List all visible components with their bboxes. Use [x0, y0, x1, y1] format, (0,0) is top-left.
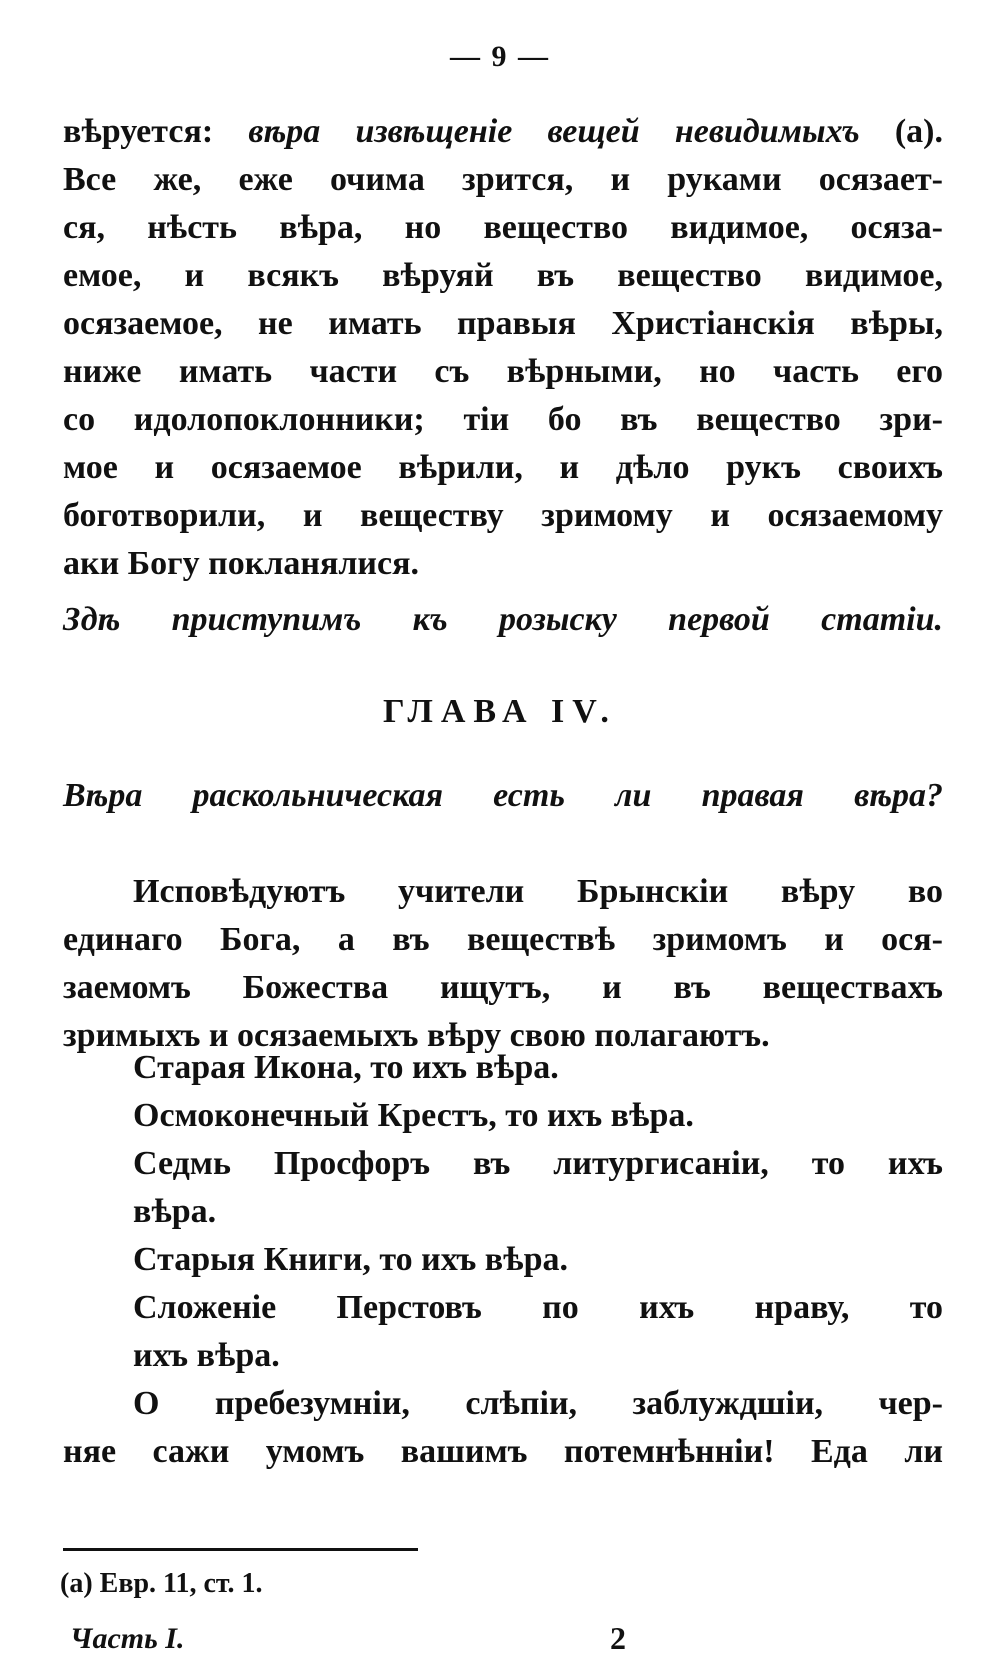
- transition-line: Здѣ приступимъ къ розыску первой статіи.: [63, 601, 943, 638]
- paragraph-3-line: О пребезумніи, слѣпіи, заблуждшіи, чер-: [133, 1385, 943, 1422]
- list-item: Осмоконечный Крестъ, то ихъ вѣра.: [133, 1097, 694, 1134]
- paragraph-1-line: осязаемое, не имать правыя Христіанскія вѣры,: [63, 305, 943, 342]
- list-item-continuation: вѣра.: [133, 1193, 217, 1230]
- paragraph-1-line: ниже имать части съ вѣрными, но часть его: [63, 353, 943, 390]
- paragraph-2-line: Исповѣдуютъ учители Брынскіи вѣру во: [133, 873, 943, 910]
- paragraph-3: [63, 1380, 943, 1476]
- list-item: Старыя Книги, то ихъ вѣра.: [133, 1241, 568, 1278]
- paragraph-1-line-0: [63, 108, 943, 156]
- paragraph-3-line: няе сажи умомъ вашимъ потемнѣнніи! Еда ли: [63, 1433, 943, 1470]
- list-item: Сложеніе Перстовъ по ихъ нраву, то: [133, 1289, 943, 1326]
- chapter-heading: ГЛАВА IV.: [383, 693, 617, 730]
- signature-mark: Часть I.: [70, 1622, 185, 1655]
- paragraph-1-line: боготворили, и веществу зримому и осязаемому: [63, 497, 943, 534]
- paragraph-1-line: со идолопоклонники; тіи бо въ вещество зри-: [63, 401, 943, 438]
- paragraph-1-line: аки Богу покланялися.: [63, 545, 419, 582]
- paragraph-1-line: мое и осязаемое вѣрили, и дѣло рукъ своихъ: [63, 449, 943, 486]
- scripture-quote: вѣра извѣщеніе вещей невидимыхъ: [248, 113, 860, 150]
- paragraph-1-line: Все же, еже очима зрится, и руками осязает-: [63, 161, 943, 198]
- footnote-rule: [63, 1548, 418, 1551]
- footnote-ref: (а).: [859, 113, 943, 150]
- paragraph-2-line: единаго Бога, а въ веществѣ зримомъ и ося-: [63, 921, 943, 958]
- chapter-subtitle: Вѣра раскольническая есть ли правая вѣра?: [63, 777, 943, 814]
- paragraph-2-line: зримыхъ и осязаемыхъ вѣру свою полагаютъ.: [63, 1017, 770, 1054]
- list-item-continuation: ихъ вѣра.: [133, 1337, 280, 1374]
- list-item: Старая Икона, то ихъ вѣра.: [133, 1049, 559, 1086]
- sheet-number: 2: [610, 1620, 626, 1656]
- paragraph-1-line: емое, и всякъ вѣруяй въ вещество видимое,: [63, 257, 943, 294]
- footnote: (а) Евр. 11, ст. 1.: [60, 1568, 263, 1599]
- belief-list: [63, 1044, 943, 1380]
- page-number: — 9 —: [450, 40, 550, 73]
- paragraph-1-lead: вѣруется:: [63, 113, 249, 150]
- list-item: Седмь Просфоръ въ литургисаніи, то ихъ: [133, 1145, 943, 1182]
- paragraph-1: [63, 108, 943, 588]
- paragraph-1-line: ся, нѣсть вѣра, но вещество видимое, осяза-: [63, 209, 943, 246]
- paragraph-2-line: заемомъ Божества ищутъ, и въ веществахъ: [63, 969, 943, 1006]
- paragraph-2: [63, 868, 943, 1060]
